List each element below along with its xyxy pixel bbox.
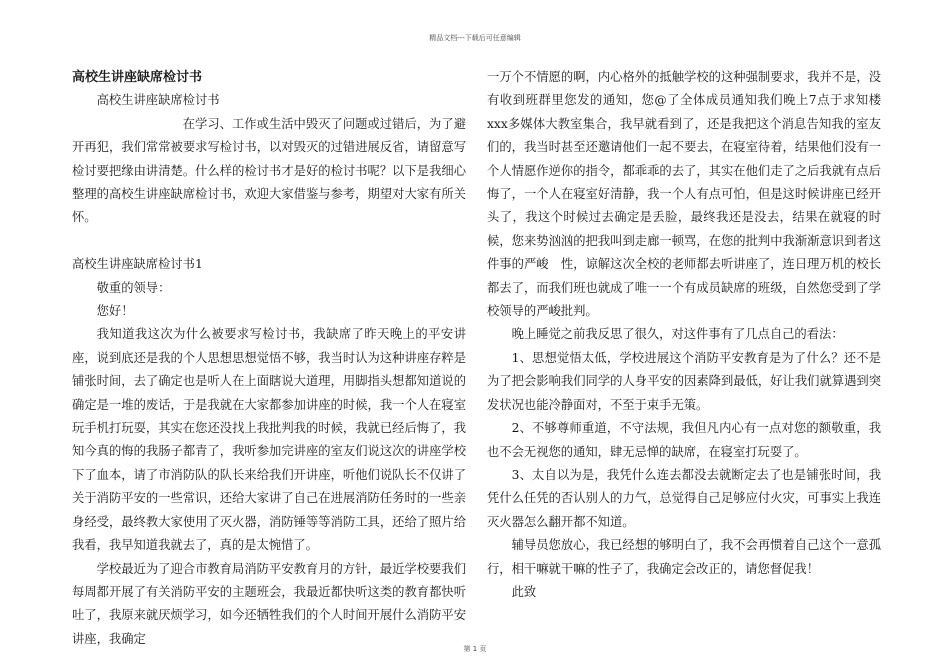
body-paragraph: 学校最近为了迎合市教育局消防平安教育月的方针，最近学校要我们每周都开展了有关消防平安的主题班会，我最近都快听这类的教育都快听吐了，我原来就厌烦学习，如今还牺牲我们的个人时间开展什么消防平安讲座，我确定	[72, 561, 466, 646]
body-paragraph: 辅导员您放心，我已经想的够明白了，我不会再惯着自己这个一意孤行，相干嘛就干嘛的性子了，我确定会改正的，请您督促我！	[487, 538, 881, 576]
document-title: 高校生讲座缺席检讨书	[72, 70, 203, 85]
greeting: 敬重的领导：	[96, 280, 171, 295]
body-paragraph: 晚上睡觉之前我反思了很久，对这件事有了几点自己的看法：	[511, 327, 844, 342]
section-heading: 高校生讲座缺席检讨书1	[72, 257, 203, 272]
list-item: 3、太自以为是，我凭什么连去都没去就断定去了也是铺张时间，我凭什么任凭的否认别人的力气，总觉得自己足够应付火灾，可事实上我连灭火器怎么翻开都不知道。	[487, 467, 881, 529]
salutation: 您好！	[96, 304, 134, 319]
document-subtitle: 高校生讲座缺席检讨书	[96, 93, 220, 108]
left-column	[72, 66, 466, 651]
list-item: 2、不够尊师重道，不守法规，我但凡内心有一点对您的额敬重，我也不会无视您的通知，肆无忌惮的缺席，在寝室打玩耍了。	[487, 421, 881, 459]
spacer	[72, 230, 466, 253]
right-column	[487, 66, 881, 604]
page-footer: 第 1 页	[463, 645, 487, 653]
intro-paragraph: 在学习、工作或生活中毁灭了问题或过错后，为了避开再犯，我们常常被要求写检讨书，以对毁灭的过错进展反省，请留意写检讨要把缘由讲清楚。什么样的检讨书才是好的检讨书呢？以下是我细心整理的高校生讲座缺席检讨书，欢迎大家借鉴与参考，期望对大家有所关怀。	[72, 116, 466, 225]
page-header: 精品文档---下载后可任意编辑	[429, 34, 521, 42]
list-item: 1、思想觉悟太低，学校进展这个消防平安教育是为了什么？还不是为了把会影响我们同学的人身平安的因素降到最低，好让我们就算遇到突发状况也能冷静面对，不至于束手无策。	[487, 350, 881, 412]
body-paragraph: 我知道我这次为什么被要求写检讨书，我缺席了昨天晚上的平安讲座，说到底还是我的个人思想思想觉悟不够，我当时认为这种讲座存粹是铺张时间，去了确定也是听人在上面瞎说大道理，用脚指头想都知道说的确定是一堆的废话，于是我就在大家都参加讲座的时候，我一个人在寝室玩手机打玩耍，其实在您还没找上我批判我的时候，我就已经后悔了，我知今真的悔的我肠子都青了，我听参加完讲座的室友们说这次的讲座学校下了血本，请了市消防队的队长来给我们开讲座，听他们说队长不仅讲了关于消防平安的一些常识，还给大家讲了自己在进展消防任务时的一些亲身经受，最终教大家使用了灭火器，消防锤等等消防工具，还给了照片给我看，我早知道我就去了，真的是太惋惜了。	[72, 327, 466, 553]
closing: 此致	[511, 584, 537, 599]
body-paragraph: 一万个不情愿的啊，内心格外的抵触学校的这种强制要求，我并不是，没有收到班群里您发的通知，您@了全体成员通知我们晚上7点于求知楼xxx多媒体大教室集合，我早就看到了，还是我把这个消息告知我的室友们的，我当时甚至还邀请他们一起不要去，在寝室待着，结果他们没有一个人情愿作逆你的指令，都乖乖的去了，其实在他们走了之后我就有点后悔了，一个人在寝室好清静，我一个人有点可怕，但是这时候讲座已经开头了，我这个时候过去确定是丢脸，最终我还是没去，结果在就寝的时候，您来势汹汹的把我叫到走廊一顿骂，在您的批判中我渐渐意识到者这件事的严峻 性，谅解这次全校的老师都去听讲座了，连日理万机的校长都去了，而我们班也就成了唯一一个有成员缺席的班级，自然您受到了学校领导的严峻批判。	[487, 70, 881, 319]
